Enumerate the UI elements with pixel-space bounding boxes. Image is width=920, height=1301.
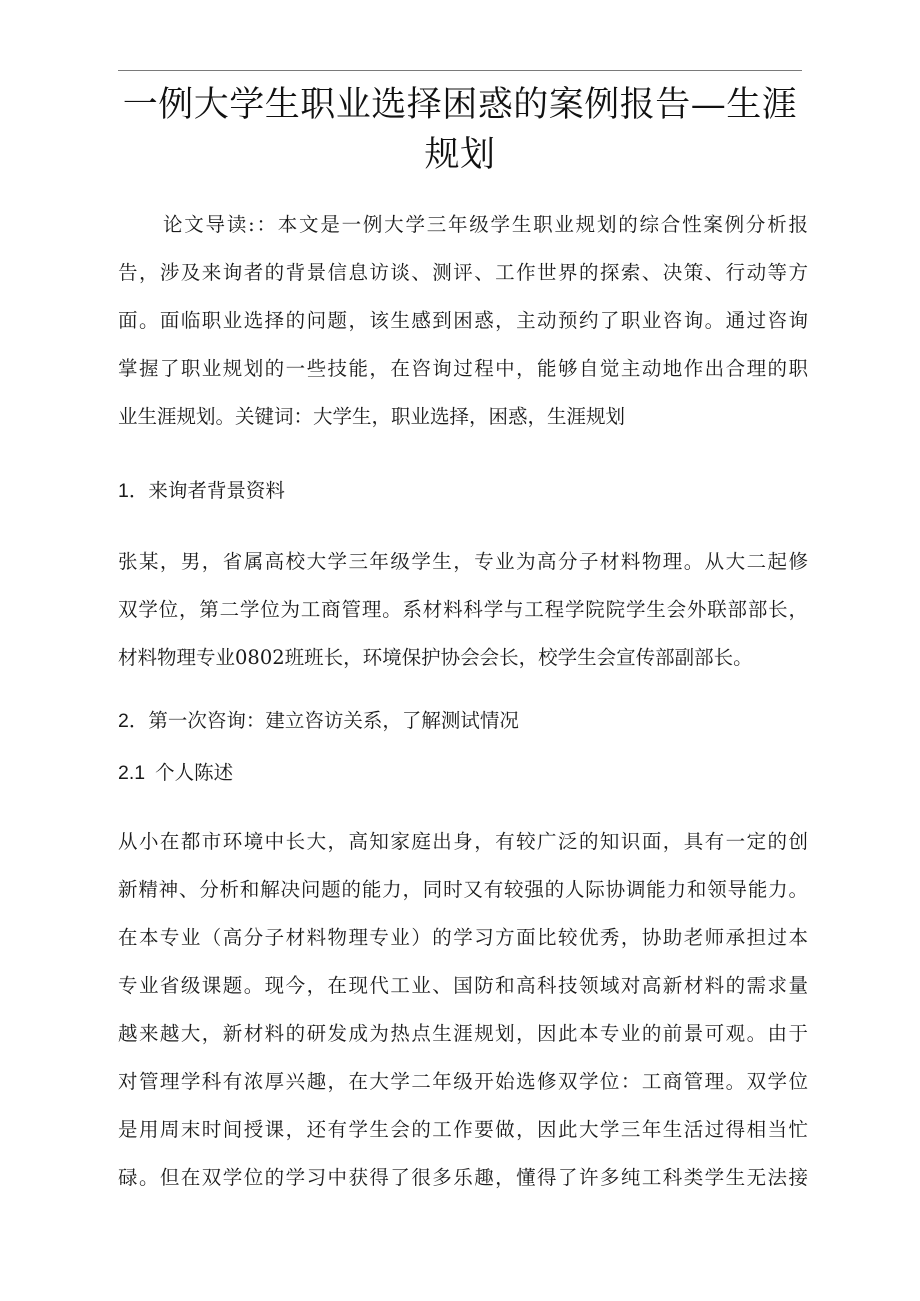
text-line: 从小在都市环境中长大，高知家庭出身，有较广泛的知识面，具有一定的创 <box>118 830 808 853</box>
text-line: 面。面临职业选择的问题，该生感到困惑，主动预约了职业咨询。通过咨询 <box>118 309 808 332</box>
text-line: 业生涯规划。关键词：大学生，职业选择，困惑，生涯规划 <box>118 405 626 428</box>
header-rule <box>118 70 802 71</box>
text-line: 对管理学科有浓厚兴趣，在大学二年级开始选修双学位：工商管理。双学位 <box>118 1070 808 1093</box>
section-title: 第一次咨询：建立咨访关系，了解测试情况 <box>148 709 519 732</box>
text-line: 双学位，第二学位为工商管理。系材料科学与工程学院院学生会外联部部长， <box>118 598 808 621</box>
text-line: 张某，男，省属高校大学三年级学生，专业为高分子材料物理。从大二起修 <box>118 550 808 573</box>
text-line: 碌。但在双学位的学习中获得了很多乐趣，懂得了许多纯工科类学生无法接 <box>118 1166 808 1189</box>
text-line: 告，涉及来询者的背景信息访谈、测评、工作世界的探索、决策、行动等方 <box>118 261 808 284</box>
title-line: 一例大学生职业选择困惑的案例报告—生涯 <box>122 85 798 125</box>
text-line: 越来越大，新材料的研发成为热点生涯规划，因此本专业的前景可观。由于 <box>118 1022 808 1045</box>
text-line: 专业省级课题。现今，在现代工业、国防和高科技领域对高新材料的需求量 <box>118 974 808 997</box>
section-number: 1． <box>118 480 149 502</box>
title-line: 规划 <box>424 135 496 175</box>
text-line: 是用周末时间授课，还有学生会的工作要做，因此大学三年生活过得相当忙 <box>118 1118 808 1141</box>
text-line: 材料物理专业0802班班长，环境保护协会会长，校学生会宣传部副部长。 <box>118 646 753 669</box>
intro-paragraph <box>118 201 808 441</box>
text-line: 论文导读:：本文是一例大学三年级学生职业规划的综合性案例分析报 <box>163 213 808 236</box>
section-1-paragraph <box>118 538 808 682</box>
section-2-1-paragraph <box>118 818 808 1202</box>
section-title: 来询者背景资料 <box>148 479 285 502</box>
section-2-1-heading <box>118 758 233 788</box>
text-line: 新精神、分析和解决问题的能力，同时又有较强的人际协调能力和领导能力。 <box>118 878 808 901</box>
section-title: 个人陈述 <box>155 761 234 784</box>
section-2-heading <box>118 706 519 736</box>
section-number: 2.1 <box>118 762 146 784</box>
section-1-heading <box>118 476 285 506</box>
document-title <box>110 80 810 180</box>
text-line: 掌握了职业规划的一些技能，在咨询过程中，能够自觉主动地作出合理的职 <box>118 357 808 380</box>
text-line: 在本专业（高分子材料物理专业）的学习方面比较优秀，协助老师承担过本 <box>118 926 808 949</box>
section-number: 2． <box>118 710 149 732</box>
